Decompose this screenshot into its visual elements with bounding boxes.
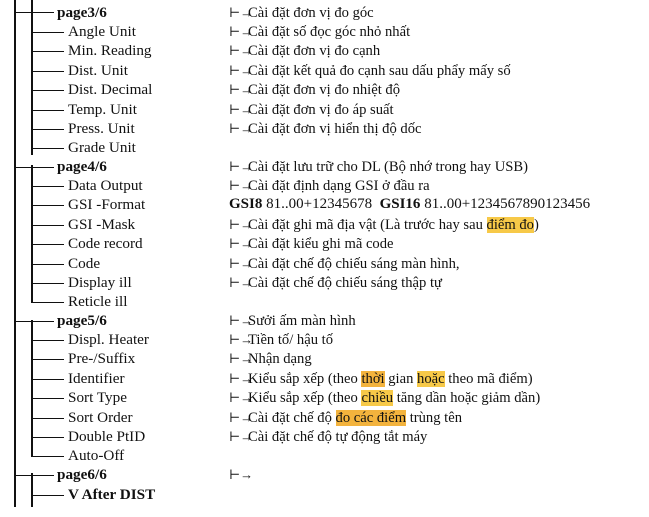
tree-item-pre-suffix: Pre-/Suffix: [68, 350, 136, 367]
tree-item-reticle-ill: Reticle ill: [68, 293, 128, 310]
tree-item-sort-order: Sort Order: [68, 409, 133, 426]
branch: [31, 456, 64, 457]
branch: [31, 110, 64, 111]
arrow-icon: ⊢→: [229, 332, 254, 347]
arrow-icon: ⊢→: [229, 351, 254, 366]
branch: [31, 186, 64, 187]
desc-row: ⊢→Cài đặt đơn vị đo áp suất: [229, 102, 394, 118]
tree-item-temp-unit: Temp. Unit: [68, 101, 137, 118]
tree-item-display-ill: Display ill: [68, 274, 132, 291]
tree-item-displ-heater: Displ. Heater: [68, 331, 149, 348]
arrow-icon: ⊢→: [229, 275, 254, 290]
arrow-icon: ⊢→: [229, 121, 254, 136]
branch: [31, 283, 64, 284]
tree-item-angle-unit: Angle Unit: [68, 23, 136, 40]
arrow-icon: ⊢→: [229, 102, 254, 117]
arrow-icon: ⊢→: [229, 178, 254, 193]
arrow-icon: ⊢→: [229, 217, 254, 232]
tree-item-dist-unit: Dist. Unit: [68, 62, 128, 79]
desc-row: ⊢→Tiền tố/ hậu tố: [229, 332, 334, 348]
branch: [31, 495, 64, 496]
tree-item-dist-decimal: Dist. Decimal: [68, 81, 153, 98]
section-page4: page4/6: [57, 158, 107, 175]
desc-row: ⊢→Cài đặt đơn vị hiển thị độ dốc: [229, 121, 422, 137]
tree-trunk-inner: [31, 0, 33, 155]
desc-row: ⊢→Cài đặt lưu trữ cho DL (Bộ nhớ trong hay USB): [229, 159, 528, 175]
arrow-icon: ⊢→: [229, 467, 254, 482]
tree-item-data-output: Data Output: [68, 177, 143, 194]
desc-row: ⊢→Cài đặt định dạng GSI ở đầu ra: [229, 178, 430, 194]
tree-item-code: Code: [68, 255, 101, 272]
branch: [31, 225, 64, 226]
arrow-icon: ⊢→: [229, 159, 254, 174]
tree-item-code-record: Code record: [68, 235, 143, 252]
tree-trunk-inner: [31, 473, 33, 507]
tree-item-press-unit: Press. Unit: [68, 120, 135, 137]
desc-row: ⊢→Cài đặt chế độ tự động tắt máy: [229, 429, 428, 445]
desc-row: ⊢→Cài đặt kiểu ghi mã code: [229, 236, 394, 252]
branch: [14, 321, 54, 322]
branch: [31, 359, 64, 360]
desc-row: ⊢→Nhận dạng: [229, 351, 312, 367]
tree-item-auto-off: Auto-Off: [68, 447, 125, 464]
desc-row: ⊢→Cài đặt số đọc góc nhỏ nhất: [229, 24, 411, 40]
desc-row: ⊢→Cài đặt chế độ đo các điểm trùng tên: [229, 410, 462, 426]
tree-item-grade-unit: Grade Unit: [68, 139, 136, 156]
branch: [31, 264, 64, 265]
desc-row: ⊢→Cài đặt đơn vị đo nhiệt độ: [229, 82, 401, 98]
tree-trunk-left: [14, 0, 16, 507]
desc-row: ⊢→Cài đặt chế độ chiếu sáng thập tự: [229, 275, 442, 291]
section-page5: page5/6: [57, 312, 107, 329]
arrow-icon: ⊢→: [229, 390, 254, 405]
section-page6: page6/6: [57, 466, 107, 483]
branch: [31, 244, 64, 245]
branch: [14, 167, 54, 168]
branch: [14, 12, 54, 13]
section-page3: page3/6: [57, 4, 107, 21]
branch: [31, 340, 64, 341]
desc-row: ⊢→Kiểu sắp xếp (theo thời gian hoặc theo mã điểm): [229, 371, 533, 387]
branch: [31, 379, 64, 380]
branch: [31, 129, 64, 130]
desc-row: ⊢→Cài đặt ghi mã địa vật (Là trước hay sau điểm đo): [229, 217, 539, 233]
branch: [31, 51, 64, 52]
arrow-icon: ⊢→: [229, 24, 254, 39]
arrow-icon: ⊢→: [229, 63, 254, 78]
desc-row: ⊢→Cài đặt chế độ chiếu sáng màn hình,: [229, 256, 460, 272]
branch: [31, 418, 64, 419]
tree-item-gsi-mask: GSI -Mask: [68, 216, 136, 233]
arrow-icon: ⊢→: [229, 43, 254, 58]
tree-item-double-ptid: Double PtID: [68, 428, 146, 445]
gsi-format-example: GSI8 81..00+12345678 GSI16 81..00+1234567890123456: [229, 196, 591, 212]
branch: [31, 302, 64, 303]
branch: [31, 148, 64, 149]
branch: [31, 398, 64, 399]
tree-item-v-after-dist: V After DIST: [68, 486, 156, 503]
tree-item-gsi-format: GSI -Format: [68, 196, 146, 213]
branch: [14, 475, 54, 476]
desc-row: ⊢→Kiểu sắp xếp (theo chiều tăng dần hoặc giảm dần): [229, 390, 541, 406]
branch: [31, 437, 64, 438]
branch: [31, 90, 64, 91]
arrow-icon: ⊢→: [229, 236, 254, 251]
arrow-icon: ⊢→: [229, 256, 254, 271]
arrow-icon: ⊢→: [229, 313, 254, 328]
arrow-icon: ⊢→: [229, 82, 254, 97]
arrow-icon: ⊢→: [229, 410, 254, 425]
desc-row: ⊢→Sưởi ấm màn hình: [229, 313, 356, 329]
branch: [31, 32, 64, 33]
tree-item-identifier: Identifier: [68, 370, 125, 387]
desc-row: ⊢→Cài đặt đơn vị đo góc: [229, 5, 374, 21]
arrow-icon: ⊢→: [229, 429, 254, 444]
arrow-icon: ⊢→: [229, 5, 254, 20]
desc-row: ⊢→Cài đặt kết quả đo cạnh sau dấu phẩy mấy số: [229, 63, 511, 79]
desc-row-empty: [229, 466, 254, 484]
tree-item-min-reading: Min. Reading: [68, 42, 152, 59]
tree-item-sort-type: Sort Type: [68, 389, 127, 406]
arrow-icon: ⊢→: [229, 371, 254, 386]
branch: [31, 205, 64, 206]
branch: [31, 71, 64, 72]
desc-row: ⊢→Cài đặt đơn vị đo cạnh: [229, 43, 381, 59]
